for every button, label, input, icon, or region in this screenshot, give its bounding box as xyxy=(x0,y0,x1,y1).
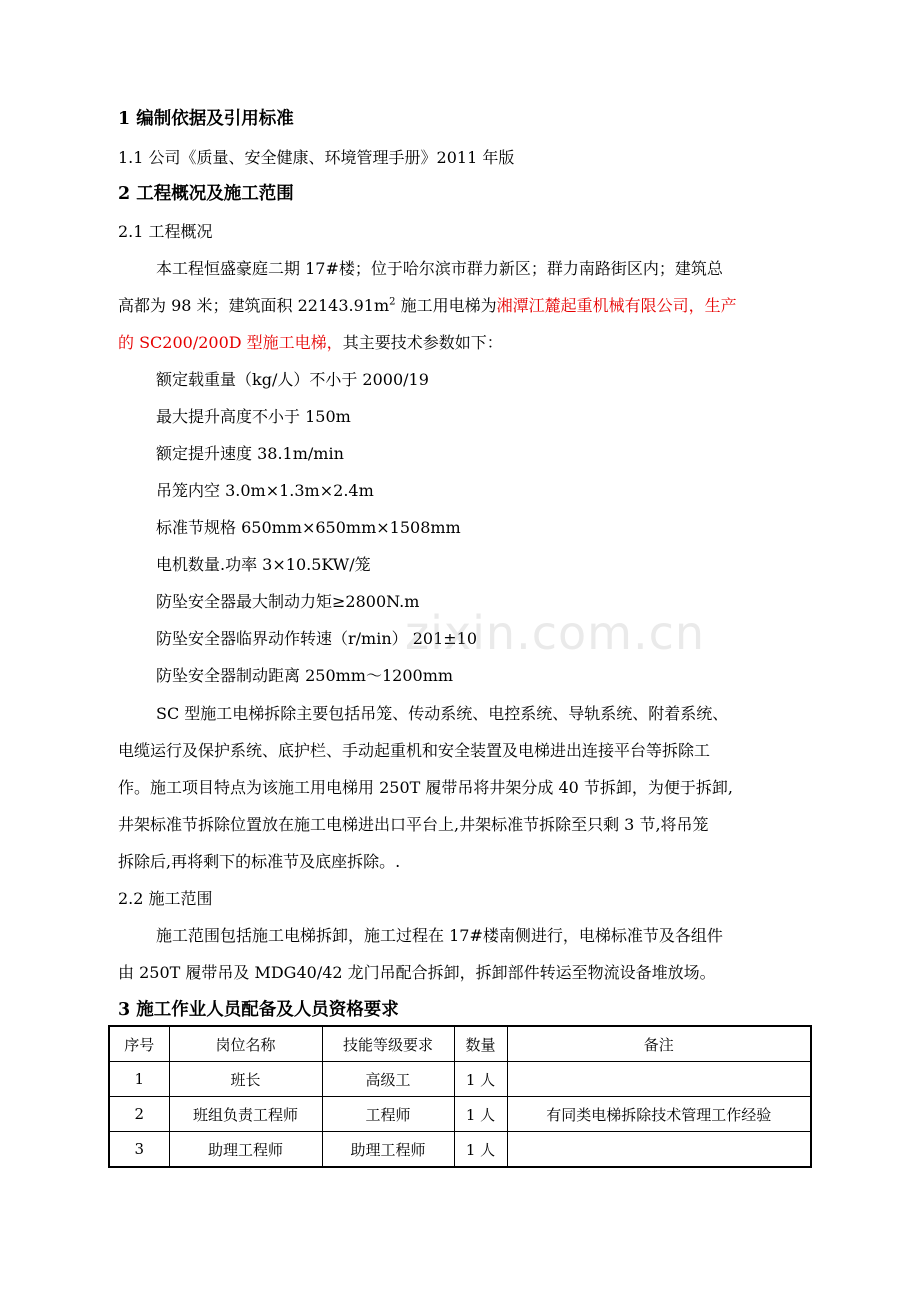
table-row xyxy=(109,1062,811,1097)
param-item: 额定载重量（kg/人）不小于 2000/19 xyxy=(156,370,429,389)
scope-paragraph-line-1: 施工范围包括施工电梯拆卸，施工过程在 17#楼南侧进行，电梯标准节及各组件 xyxy=(156,926,723,945)
param-item: 额定提升速度 38.1m/min xyxy=(156,444,344,463)
overview-paragraph-line-2 xyxy=(118,296,737,316)
section-1-1-text: 1.1 公司《质量、安全健康、环境管理手册》2011 年版 xyxy=(118,148,515,167)
table-cell xyxy=(507,1132,811,1168)
table-cell: 有同类电梯拆除技术管理工作经验 xyxy=(507,1097,811,1132)
table-cell: 2 xyxy=(109,1097,169,1132)
table-cell: 工程师 xyxy=(322,1097,454,1132)
section-2-2-heading: 2.2 施工范围 xyxy=(118,889,213,908)
superscript: 2 xyxy=(389,296,396,308)
highlighted-model: 的 SC200/200D 型施工电梯， xyxy=(118,333,343,352)
section-1-heading: 1 编制依据及引用标准 xyxy=(118,109,294,129)
table-row xyxy=(109,1132,811,1168)
param-item: 防坠安全器制动距离 250mm～1200mm xyxy=(156,666,454,685)
param-item: 最大提升高度不小于 150m xyxy=(156,407,351,426)
dismantle-paragraph-line: 电缆运行及保护系统、底护栏、手动起重机和安全装置及电梯进出连接平台等拆除工 xyxy=(118,741,711,760)
table-cell: 班长 xyxy=(169,1062,322,1097)
table-cell: 高级工 xyxy=(322,1062,454,1097)
highlighted-company: 湘潭江麓起重机械有限公司，生产 xyxy=(496,296,737,315)
overview-text: 施工用电梯为 xyxy=(395,296,497,315)
table-header-cell: 序号 xyxy=(109,1026,169,1062)
table-cell: 班组负责工程师 xyxy=(169,1097,322,1132)
section-2-heading: 2 工程概况及施工范围 xyxy=(118,184,294,204)
table-cell: 1 人 xyxy=(454,1062,507,1097)
table-header-cell: 技能等级要求 xyxy=(322,1026,454,1062)
dismantle-paragraph-line: 作。施工项目特点为该施工用电梯用 250T 履带吊将井架分成 40 节拆卸，为便于拆卸, xyxy=(118,778,734,797)
table-cell: 助理工程师 xyxy=(322,1132,454,1168)
overview-text: 高都为 98 米；建筑面积 22143.91m xyxy=(118,296,390,315)
table-header-cell: 备注 xyxy=(507,1026,811,1062)
dismantle-paragraph-line: 拆除后,再将剩下的标准节及底座拆除。. xyxy=(118,852,401,871)
param-item: 电机数量.功率 3×10.5KW/笼 xyxy=(156,555,371,574)
staff-table xyxy=(108,1025,812,1168)
dismantle-paragraph-line: SC 型施工电梯拆除主要包括吊笼、传动系统、电控系统、导轨系统、附着系统、 xyxy=(156,704,729,723)
table-cell: 1 xyxy=(109,1062,169,1097)
dismantle-paragraph-line: 井架标准节拆除位置放在施工电梯进出口平台上,井架标准节拆除至只剩 3 节,将吊笼 xyxy=(118,815,709,834)
table-cell xyxy=(507,1062,811,1097)
watermark: zixin.com.cn xyxy=(405,606,706,660)
section-2-1-heading: 2.1 工程概况 xyxy=(118,222,213,241)
section-3-heading: 3 施工作业人员配备及人员资格要求 xyxy=(118,1000,399,1020)
table-cell: 助理工程师 xyxy=(169,1132,322,1168)
param-item: 防坠安全器最大制动力矩≥2800N.m xyxy=(156,592,420,611)
table-cell: 1 人 xyxy=(454,1097,507,1132)
param-item: 吊笼内空 3.0m×1.3m×2.4m xyxy=(156,481,374,500)
overview-text: 其主要技术参数如下： xyxy=(342,333,503,352)
overview-paragraph-line-1: 本工程恒盛豪庭二期 17#楼；位于哈尔滨市群力新区；群力南路街区内；建筑总 xyxy=(156,259,723,278)
table-cell: 1 人 xyxy=(454,1132,507,1168)
table-header-cell: 岗位名称 xyxy=(169,1026,322,1062)
scope-paragraph-line-2: 由 250T 履带吊及 MDG40/42 龙门吊配合拆卸，拆卸部件转运至物流设备堆放场。 xyxy=(118,963,716,982)
param-item: 标准节规格 650mm×650mm×1508mm xyxy=(156,518,461,537)
overview-paragraph-line-3 xyxy=(118,333,503,353)
param-item: 防坠安全器临界动作转速（r/min） 201±10 xyxy=(156,629,478,648)
table-header-cell: 数量 xyxy=(454,1026,507,1062)
table-row xyxy=(109,1097,811,1132)
table-cell: 3 xyxy=(109,1132,169,1168)
table-header-row xyxy=(109,1026,811,1062)
